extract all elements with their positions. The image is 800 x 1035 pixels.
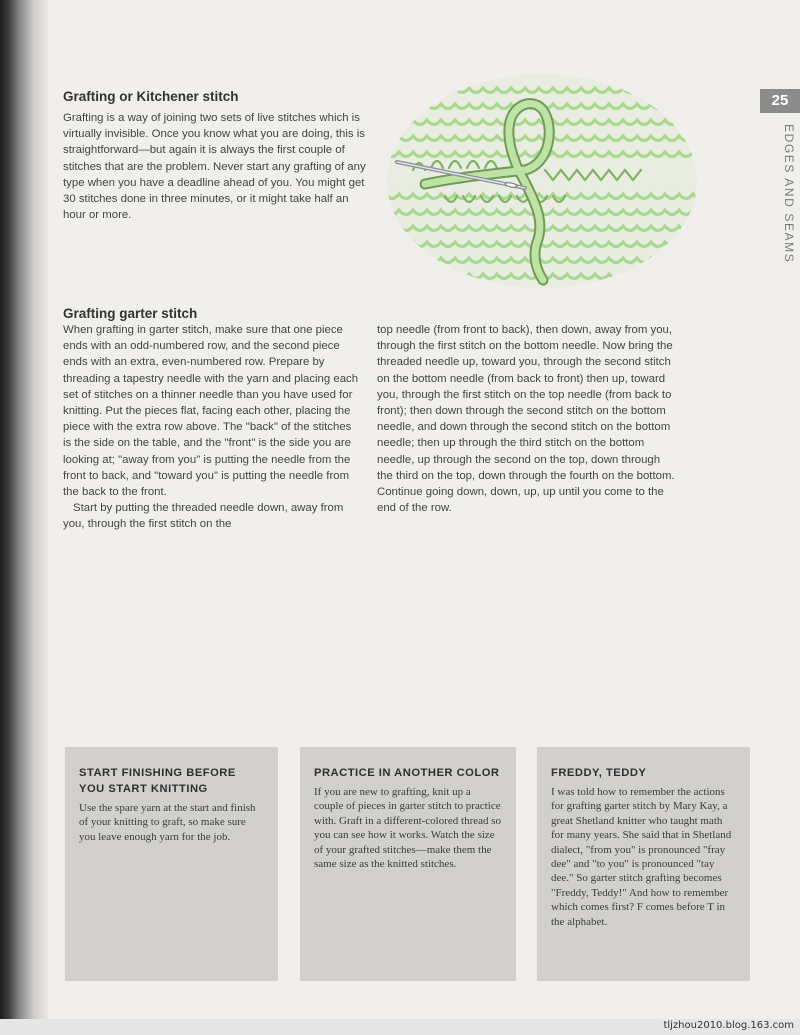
tip-title: FREDDY, TEDDY [551, 767, 647, 779]
tip-box-practice-color [300, 747, 516, 981]
tip-title: PRACTICE IN ANOTHER COLOR [314, 767, 500, 779]
watermark-bar [0, 1019, 800, 1035]
garter-paragraph-2: Start by putting the threaded needle down, away from you, through the first stitch on the [63, 502, 344, 531]
garter-paragraph-3: top needle (from front to back), then down, away from you, through the first stitch on the bottom needle. Now bring the threaded needle up, toward you, through the second stitch on the bottom needle (from back to front) then up, toward you, through the first stitch on the top needle (from back to front); then down through the second stitch on the bottom needle, and down through the second stitch on the bottom needle; then up through the third stitch on the bottom needle, up through the second on the top, down through the third on the top, down through the fourth on the bottom. Continue going down, down, up, up until you come to the end of the row. [377, 324, 675, 515]
page-number: 25 [760, 89, 800, 113]
tip-title: START FINISHING BEFORE YOU START KNITTING [79, 767, 236, 795]
tip-box-start-finishing [65, 747, 278, 981]
tip-body: Use the spare yarn at the start and finish of your knitting to graft, so make sure you leave enough yarn for the job. [79, 802, 256, 843]
kitchener-title: Grafting or Kitchener stitch [63, 89, 239, 104]
grafting-needle-illustration [385, 72, 700, 290]
garter-column-1 [63, 322, 362, 533]
section-tab [782, 124, 796, 644]
tip-body: If you are new to grafting, knit up a couple of pieces in garter stitch to practice with. Graft in a different-colored thread so you can see how it works. Watch the size of your grafted stitches—make them the same size as the knitted stitches. [314, 786, 502, 871]
garter-paragraph-1: When grafting in garter stitch, make sure that one piece ends with an odd-numbered row, and the second piece ends with an extra, even-numbered row. Prepare by threading a tapestry needle with the yarn and placing each set of stitches on a thinner needle than you have used for knitting. Put the pieces flat, facing each other, placing the piece with the extra row above. The "back" of the stitches is the side on the table, and the "front" is the side you are looking at; "away from you" is putting the needle from the front to back, and "toward you" is putting the needle from the back to the front. [63, 324, 359, 499]
watermark-text: tljzhou2010.blog.163.com [663, 1020, 794, 1031]
section-tab-label: EDGES AND SEAMS [782, 124, 796, 264]
tip-box-freddy-teddy [537, 747, 750, 981]
garter-title: Grafting garter stitch [63, 306, 198, 321]
tip-body: I was told how to remember the actions for grafting garter stitch by Mary Kay, a great Shetland knitter who taught math for many years. She said that in Shetland dialect, "from you" is pronounced "fray dee" and "to you" is pronounced "tay dee." So garter stitch grafting becomes "Freddy, Teddy!" And how to remember which comes first? F comes before T in the alphabet. [551, 786, 732, 928]
kitchener-body [63, 110, 366, 223]
book-spine-shadow [0, 0, 48, 1035]
kitchener-paragraph: Grafting is a way of joining two sets of live stitches which is virtually invisible. Once you know what you are doing, this is straightforward—but again it is always the first couple of stitches that are the problem. Never start any grafting of any type when you have a deadline ahead of you. You might get 30 stitches done in three minutes, or it might take half an hour or more. [63, 112, 366, 222]
garter-column-2 [377, 322, 677, 516]
